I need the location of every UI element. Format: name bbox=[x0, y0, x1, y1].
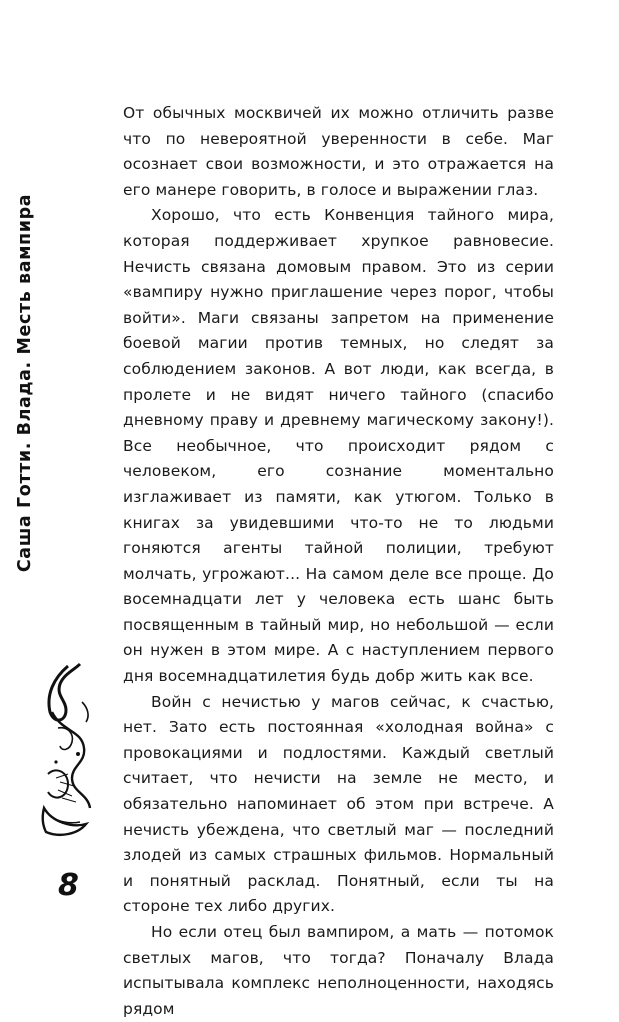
paragraph: От обычных москвичей их можно отличить разве что по невероятной уверенности в себе. Маг осознает свои возможности, и это отражается на его манере говорить, в голосе и выражении глаз. bbox=[123, 104, 554, 199]
paragraph: Но если отец был вампиром, а мать — потомок светлых магов, что тогда? Поначалу Влада испытывала комплекс неполноценности, находясь рядом bbox=[123, 923, 554, 1018]
decorative-ornament-icon bbox=[38, 662, 96, 840]
paragraph: Войн с нечистью у магов сейчас, к счастью, нет. Зато есть постоянная «холодная война» с провокациями и подлостями. Каждый светлый считает, что нечисти на земле не место, и обязательно напоминает об этом при встрече. А нечисть убеждена, что светлый маг — последний злодей из самых страшных фильмов. Нормальный и понятный расклад. Понятный, если ты на стороне тех либо других. bbox=[123, 692, 554, 916]
running-head-text: Саша Готти. Влада. Месть вампира bbox=[15, 193, 36, 572]
running-head bbox=[10, 110, 40, 655]
body-text bbox=[123, 101, 554, 1022]
paragraph: Хорошо, что есть Конвенция тайного мира, которая поддерживает хрупкое равновесие. Нечисть связана домовым правом. Это из серии «вампиру нужно приглашение через порог, чтобы войти». Маги связаны запретом на применение боевой магии против темных, но следят за соблюдением законов. А вот люди, как всегда, в пролете и не видят ничего тайного (спасибо дневному праву и древнему магическому закону!). Все необычное, что происходит рядом с человеком, его сознание моментально изглаживает из памяти, как утюгом. Только в книгах за увидевшими что-то не то людьми гоняются агенты тайной полиции, требуют молчать, угрожают... На самом деле все проще. До восемнадцати лет у человека есть шанс быть посвященным в тайный мир, но небольшой — если он нужен в этом мире. А с наступлением первого дня восемнадцатилетия будь добр жить как все. bbox=[123, 206, 554, 686]
page-number: 8 bbox=[58, 868, 79, 903]
